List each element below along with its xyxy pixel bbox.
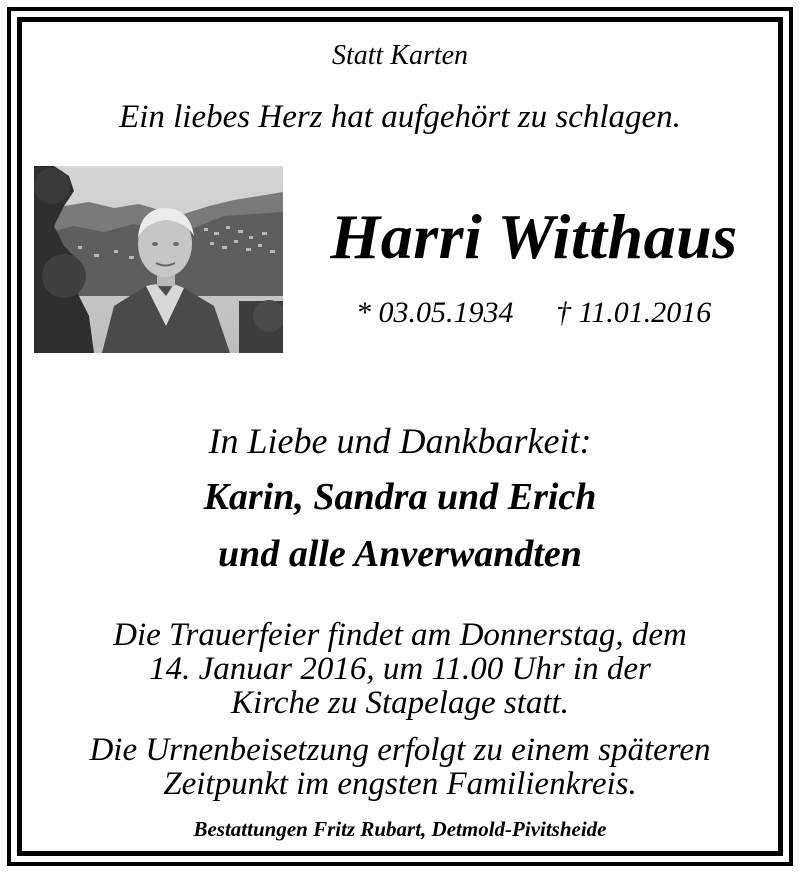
urn-line-2: Zeitpunkt im engsten Familienkreis. [163, 766, 637, 802]
urn-line-1: Die Urnenbeisetzung erfolgt zu einem späteren [89, 732, 711, 768]
family-line-1: Karin, Sandra und Erich [203, 476, 597, 518]
undertaker-line: Bestattungen Fritz Rubart, Detmold-Pivitsheide [193, 817, 607, 841]
death-date: † 11.01.2016 [556, 296, 712, 329]
funeral-line-2: 14. Januar 2016, um 11.00 Uhr in der [149, 651, 651, 687]
funeral-line-3: Kirche zu Stapelage statt. [231, 685, 569, 721]
header-line: Statt Karten [331, 40, 469, 71]
birth-date: * 03.05.1934 [356, 296, 514, 329]
heart-line: Ein liebes Herz hat aufgehört zu schlagen. [119, 99, 681, 135]
portrait-illustration [34, 166, 283, 353]
portrait-photo [34, 166, 283, 353]
family-line-2: und alle Anverwandten [218, 533, 582, 575]
deceased-name: Harri Witthaus [330, 201, 738, 272]
funeral-line-1: Die Trauerfeier findet am Donnerstag, dem [113, 617, 687, 653]
gratitude-line: In Liebe und Dankbarkeit: [208, 421, 592, 461]
